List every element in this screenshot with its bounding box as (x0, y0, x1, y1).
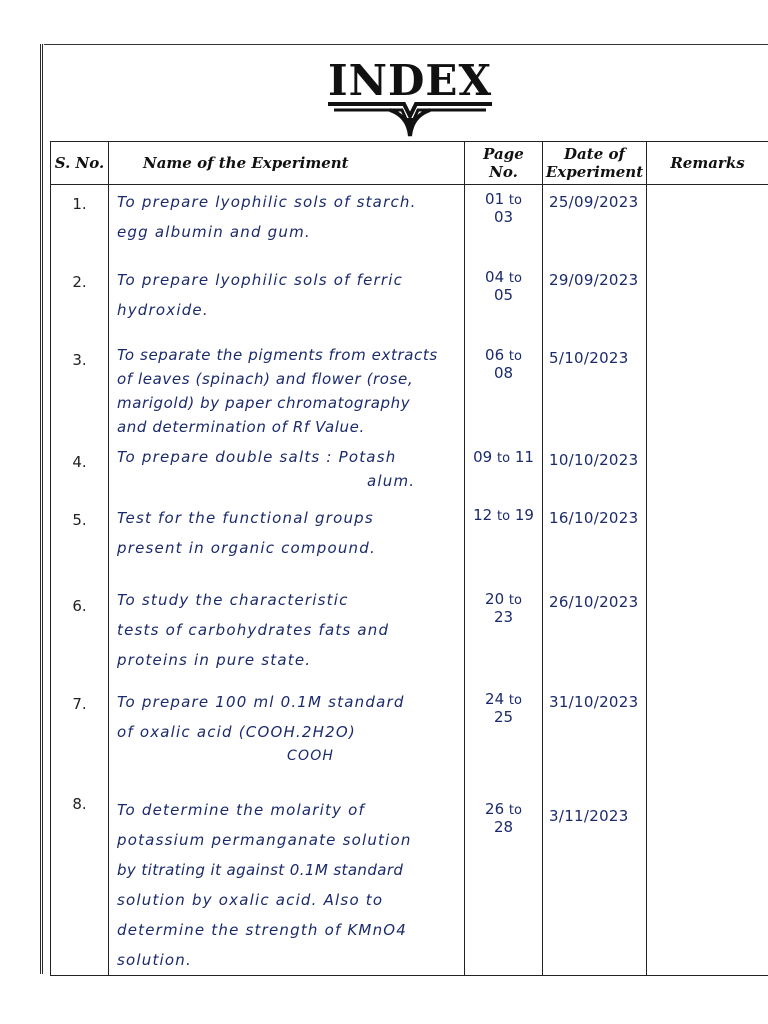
experiment-line: proteins in pure state. (117, 650, 312, 669)
row-experiment (109, 263, 465, 341)
row-experiment (109, 685, 465, 785)
page-from: 12 (473, 505, 493, 524)
row-date: 10/10/2023 (543, 443, 647, 501)
col-header-page (465, 142, 543, 185)
experiment-line: To prepare lyophilic sols of starch. (117, 193, 417, 211)
row-sno: 2. (51, 263, 109, 341)
table-row (51, 443, 768, 501)
page-to-word: to (508, 802, 522, 818)
page-to: 28 (493, 817, 514, 836)
row-sno: 8. (51, 785, 109, 976)
row-page (465, 443, 543, 501)
page-from: 09 (473, 447, 493, 466)
col-header-date-line2: Experiment (545, 163, 644, 181)
page-to: 08 (493, 363, 514, 382)
table-header-row (51, 142, 768, 185)
page-from: 20 (485, 589, 505, 608)
row-sno: 1. (51, 185, 109, 263)
row-remarks (647, 341, 768, 443)
col-header-name: Name of the Experiment (109, 142, 465, 185)
row-remarks (647, 263, 768, 341)
page-from: 26 (485, 799, 505, 818)
row-date: 29/09/2023 (543, 263, 647, 341)
table-row (51, 501, 768, 571)
page-from: 24 (485, 689, 505, 708)
row-experiment (109, 571, 465, 685)
page-to-word: to (496, 450, 511, 466)
page-from: 04 (485, 267, 505, 286)
experiment-line: marigold) by paper chromatography (117, 393, 411, 412)
page-to-word: to (508, 592, 522, 608)
row-experiment (109, 443, 465, 501)
experiment-line: potassium permanganate solution (117, 830, 412, 849)
experiment-line: To prepare lyophilic sols of ferric (117, 270, 404, 289)
col-header-date (543, 142, 647, 185)
experiment-line: Test for the functional groups (117, 508, 374, 527)
experiment-line: egg albumin and gum. (117, 223, 311, 241)
row-sno: 7. (51, 685, 109, 785)
row-page (465, 685, 543, 785)
page-to-word: to (496, 508, 511, 524)
table-row (51, 685, 768, 785)
row-page (465, 263, 543, 341)
row-remarks (647, 443, 768, 501)
page-from: 01 (485, 190, 505, 208)
row-page (465, 185, 543, 263)
index-header (300, 56, 520, 142)
page-title: INDEX (327, 56, 493, 105)
col-header-sno: S. No. (51, 142, 109, 185)
page-to-word: to (508, 692, 522, 708)
row-remarks (647, 501, 768, 571)
row-page (465, 501, 543, 571)
row-remarks (647, 685, 768, 785)
oxalic-formula: COOH (287, 747, 335, 764)
experiment-line: of leaves (spinach) and flower (rose, (117, 369, 414, 388)
col-header-page-line2: No. (489, 163, 518, 181)
col-header-date-line1: Date of (564, 145, 625, 163)
row-page (465, 341, 543, 443)
experiment-line: solution by oxalic acid. Also to (117, 890, 384, 909)
page-to: 25 (493, 707, 514, 726)
row-sno: 5. (51, 501, 109, 571)
experiment-line: and determination of Rf Value. (117, 417, 365, 436)
experiment-line: of oxalic acid (COOH.2H2O) (117, 722, 356, 741)
row-date: 16/10/2023 (543, 501, 647, 571)
row-remarks (647, 571, 768, 685)
page-border-left (40, 44, 43, 974)
experiment-line: present in organic compound. (117, 538, 376, 557)
row-remarks (647, 785, 768, 976)
experiment-line: To determine the molarity of (117, 800, 366, 819)
experiment-line: To prepare 100 ml 0.1M standard (117, 692, 405, 711)
page-from: 06 (485, 345, 505, 364)
page-border-top (44, 44, 768, 45)
row-date: 25/09/2023 (543, 185, 647, 263)
experiment-line: hydroxide. (117, 300, 209, 319)
table-row (51, 185, 768, 263)
experiment-line: tests of carbohydrates fats and (117, 620, 390, 639)
row-date: 31/10/2023 (543, 685, 647, 785)
row-sno: 4. (51, 443, 109, 501)
table-row (51, 571, 768, 685)
row-page (465, 571, 543, 685)
index-table (50, 141, 768, 976)
experiment-line: solution. (117, 950, 192, 969)
row-sno: 6. (51, 571, 109, 685)
experiment-line: To prepare double salts : Potash (117, 447, 397, 466)
col-header-remarks: Remarks (647, 142, 768, 185)
page-to-word: to (508, 348, 522, 364)
page-to-word: to (508, 193, 522, 208)
open-book-icon (320, 102, 500, 142)
experiment-line: To separate the pigments from extracts (117, 345, 438, 364)
row-experiment (109, 785, 465, 976)
experiment-line: To study the characteristic (117, 590, 349, 609)
table-row (51, 785, 768, 976)
row-date: 5/10/2023 (543, 341, 647, 443)
row-experiment (109, 501, 465, 571)
row-sno: 3. (51, 341, 109, 443)
col-header-page-line1: Page (483, 145, 524, 163)
page-to: 03 (493, 208, 514, 226)
row-experiment (109, 341, 465, 443)
page-to: 19 (514, 505, 534, 524)
table-row (51, 341, 768, 443)
experiment-line: by titrating it against 0.1M standard (117, 860, 404, 879)
row-experiment (109, 185, 465, 263)
row-date: 3/11/2023 (543, 785, 647, 976)
page-to: 23 (493, 607, 514, 626)
row-page (465, 785, 543, 976)
experiment-line: alum. (367, 471, 416, 490)
page-to: 05 (493, 285, 514, 304)
page-to-word: to (508, 270, 522, 286)
row-date: 26/10/2023 (543, 571, 647, 685)
table-row (51, 263, 768, 341)
page-to: 11 (514, 447, 534, 466)
experiment-line: determine the strength of KMnO4 (117, 920, 408, 939)
row-remarks (647, 185, 768, 263)
